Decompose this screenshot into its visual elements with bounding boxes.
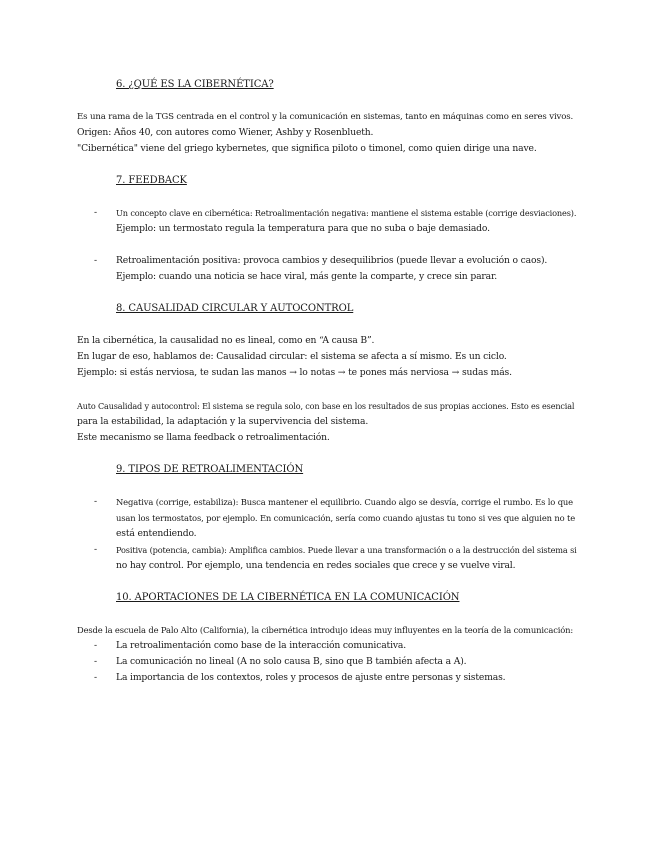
bullet-marker: -	[94, 640, 98, 651]
section-8-para2-line-2: para la estabilidad, la adaptación y la supervivencia del sistema.	[77, 416, 369, 427]
section-10-bullet-1: La retroalimentación como base de la interacción comunicativa.	[116, 640, 406, 651]
bullet-marker: -	[94, 544, 98, 555]
section-8-line-1: En la cibernética, la causalidad no es lineal, como en “A causa B”.	[77, 335, 375, 346]
bullet-marker: -	[94, 672, 98, 683]
section-7-bullet-1-line-1: Un concepto clave en cibernética: Retroalimentación negativa: mantiene el sistema estable (corrige desviaciones).	[116, 208, 577, 218]
section-6-heading: 6. ¿QUÉ ES LA CIBERNÉTICA?	[116, 79, 274, 90]
section-9-bullet-2-line-1: Positiva (potencia, cambia): Amplifica cambios. Puede llevar a una transformación o a la destrucción del sistema si	[116, 545, 577, 555]
section-8-line-3: Ejemplo: si estás nerviosa, te sudan las manos → lo notas → te pones más nerviosa → sudas más.	[77, 367, 512, 378]
section-9-bullet-1-line-1: Negativa (corrige, estabiliza): Busca mantener el equilibrio. Cuando algo se desvía, corrige el rumbo. Es lo que	[116, 497, 573, 507]
section-6-line-3: "Cibernética" viene del griego kybernetes, que significa piloto o timonel, como quien dirige una nave.	[77, 143, 537, 154]
section-7-heading: 7. FEEDBACK	[116, 175, 187, 186]
bullet-marker: -	[94, 207, 98, 218]
section-7-bullet-1-line-2: Ejemplo: un termostato regula la temperatura para que no suba o baje demasiado.	[116, 223, 490, 234]
section-8-para2-line-3: Este mecanismo se llama feedback o retroalimentación.	[77, 432, 330, 443]
section-10-intro: Desde la escuela de Palo Alto (California), la cibernética introdujo ideas muy influyentes en la teoría de la comunicación:	[77, 625, 574, 635]
section-9-bullet-1-line-3: está entendiendo.	[116, 528, 197, 539]
section-10-bullet-3: La importancia de los contextos, roles y procesos de ajuste entre personas y sistemas.	[116, 672, 506, 683]
section-9-bullet-2-line-2: no hay control. Por ejemplo, una tendencia en redes sociales que crece y se vuelve viral.	[116, 560, 516, 571]
section-10-heading: 10. APORTACIONES DE LA CIBERNÉTICA EN LA COMUNICACIÓN	[116, 592, 460, 603]
bullet-marker: -	[94, 656, 98, 667]
section-8-para2-line-1: Auto Causalidad y autocontrol: El sistema se regula solo, con base en los resultados de sus propias acciones. Esto es esencial	[77, 401, 575, 411]
bullet-marker: -	[94, 255, 98, 266]
section-9-bullet-1-line-2: usan los termostatos, por ejemplo. En comunicación, sería como cuando ajustas tu tono si ves que alguien no te	[116, 513, 576, 523]
bullet-marker: -	[94, 496, 98, 507]
section-9-heading: 9. TIPOS DE RETROALIMENTACIÓN	[116, 464, 304, 475]
section-7-bullet-2-line-1: Retroalimentación positiva: provoca cambios y desequilibrios (puede llevar a evolución o caos).	[116, 255, 548, 266]
section-6-line-1: Es una rama de la TGS centrada en el control y la comunicación en sistemas, tanto en máquinas como en seres vivos.	[77, 112, 574, 122]
section-10-bullet-2: La comunicación no lineal (A no solo causa B, sino que B también afecta a A).	[116, 656, 467, 667]
section-8-line-2: En lugar de eso, hablamos de: Causalidad circular: el sistema se afecta a sí mismo. Es un ciclo.	[77, 351, 507, 362]
section-6-line-2: Origen: Años 40, con autores como Wiener, Ashby y Rosenblueth.	[77, 127, 374, 138]
section-7-bullet-2-line-2: Ejemplo: cuando una noticia se hace viral, más gente la comparte, y crece sin parar.	[116, 271, 497, 282]
section-8-heading: 8. CAUSALIDAD CIRCULAR Y AUTOCONTROL	[116, 303, 354, 314]
